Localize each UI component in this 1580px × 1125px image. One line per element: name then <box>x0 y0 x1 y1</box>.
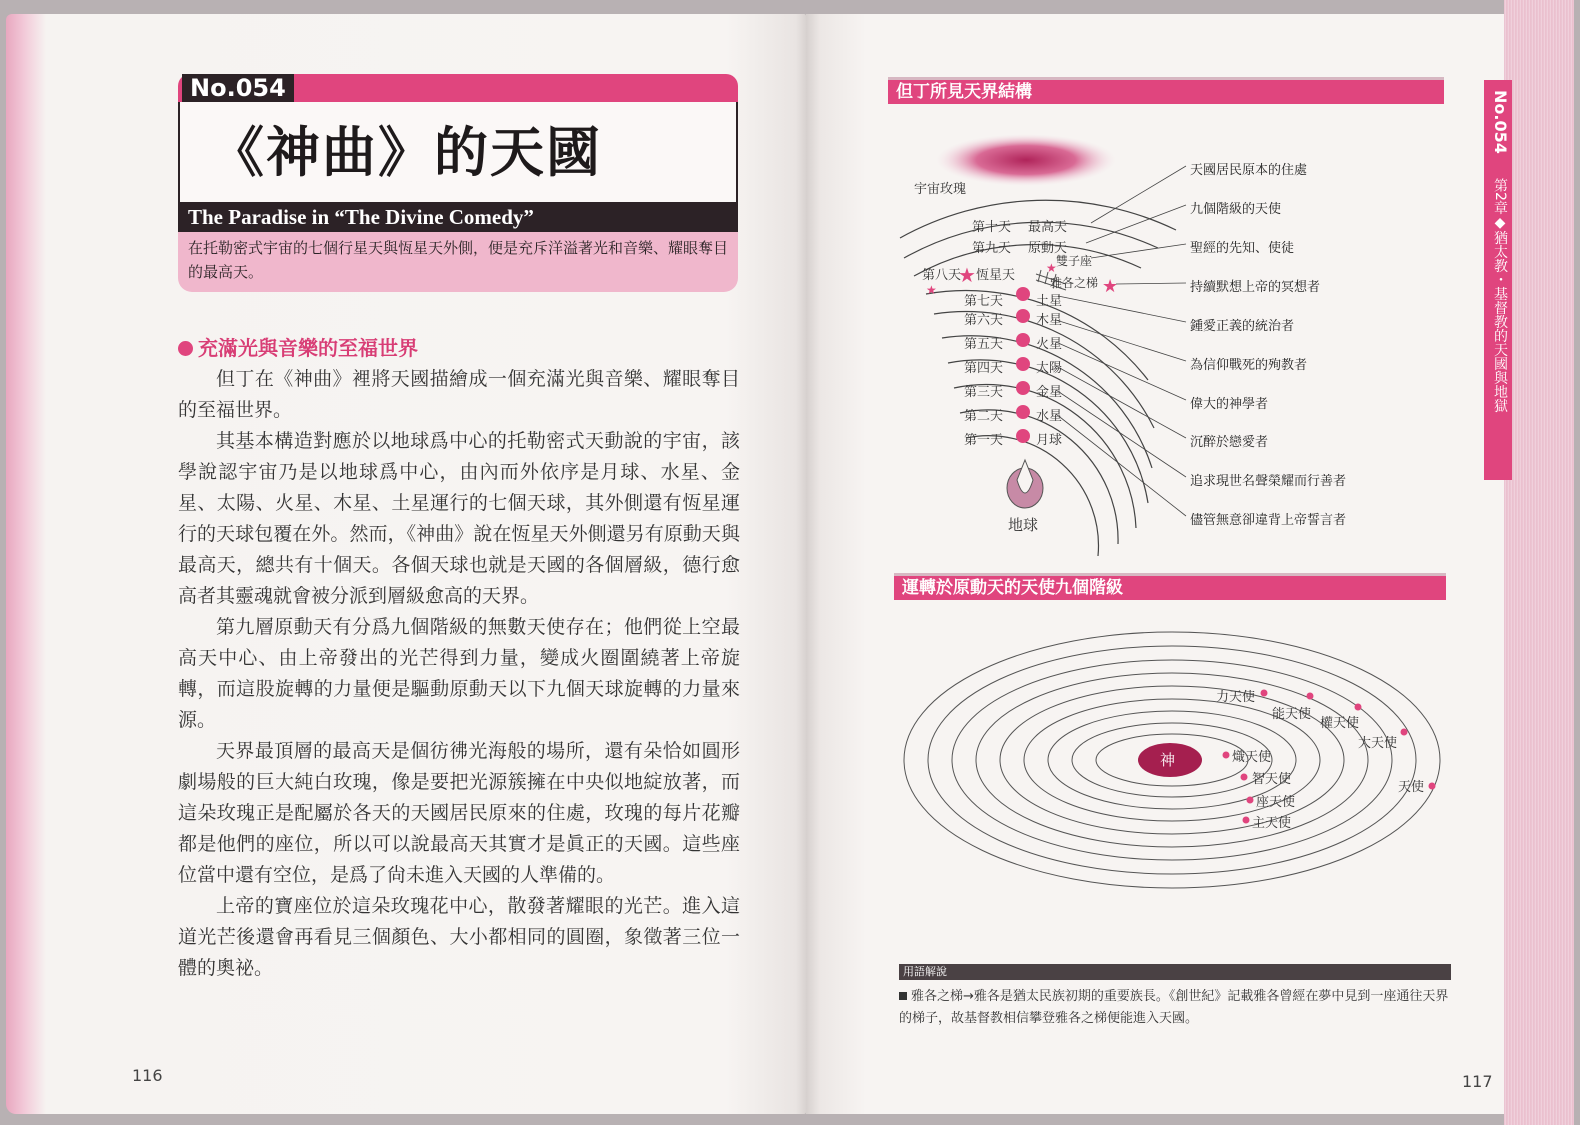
left-page <box>6 14 806 1114</box>
angel-label: 大天使 <box>1358 736 1398 751</box>
angel-hierarchy-diagram <box>902 620 1450 920</box>
body-text <box>178 364 740 984</box>
resident-label: 鍾愛正義的統治者 <box>1190 319 1295 334</box>
article-header <box>178 74 738 292</box>
side-chapter: 第2章◆猶太教・基督教的天國與地獄 <box>1492 178 1508 413</box>
resident-label: 沉醉於戀愛者 <box>1190 435 1269 450</box>
heaven-body: 水星 <box>1036 409 1063 424</box>
gemini-label: 雙子座 <box>1056 254 1093 268</box>
glossary-note: 雅各之梯→雅各是猶太民族初期的重要族長。《創世紀》記載雅各曾經在夢中見到一座通往天界的梯子，故基督教相信攀登雅各之梯便能進入天國。 <box>899 989 1449 1026</box>
heaven-name: 第三天 <box>964 385 1004 400</box>
number-badge: No.054 <box>182 74 294 102</box>
book-spread <box>6 0 1574 1125</box>
heaven-name: 第二天 <box>964 409 1004 424</box>
heaven-name: 第七天 <box>964 294 1004 309</box>
title-box <box>178 102 738 204</box>
heaven-body: 土星 <box>1036 294 1063 309</box>
glossary-heading: 用語解說 <box>903 965 947 978</box>
glossary-bar <box>899 964 1451 980</box>
paragraph: 第九層原動天有分爲九個階級的無數天使存在；他們從上空最高天中心、由上帝發出的光芒得到力量，變成火圈圍繞著上帝旋轉，而這股旋轉的力量便是驅動原動天以下九個天球旋轉的力量來源。 <box>178 616 740 731</box>
paragraph: 天界最頂層的最高天是個彷彿光海般的場所，還有朵恰如圓形劇場般的巨大純白玫瑰，像是要把光源簇擁在中央似地綻放著，而這朵玫瑰正是配屬於各天的天國居民原來的住處，玫瑰的每片花瓣都是他們的座位，所以可以說最高天其實才是眞正的天國。這些座位當中還有空位，是爲了尙未進入天國的人準備的。 <box>178 740 740 886</box>
heaven-name: 第六天 <box>964 313 1004 328</box>
resident-label: 九個階級的天使 <box>1190 202 1282 217</box>
heaven-name: 第九天 <box>972 241 1012 256</box>
section-heading: 充滿光與音樂的至福世界 <box>178 332 418 361</box>
heaven-body: 恆星天 <box>976 268 1016 283</box>
leader-lines <box>1056 166 1186 516</box>
heaven-body: 木星 <box>1036 313 1063 328</box>
angel-label: 主天使 <box>1252 816 1292 831</box>
resident-label: 追求現世名聲榮耀而行善者 <box>1190 474 1347 489</box>
heaven-name: 第十天 <box>972 220 1012 235</box>
ladder-label: 雅各之梯 <box>1050 276 1099 290</box>
resident-label: 偉大的神學者 <box>1190 397 1269 412</box>
angel-label: 熾天使 <box>1232 750 1272 765</box>
paragraph: 上帝的寶座位於這朵玫瑰花中心，散發著耀眼的光芒。進入這道光芒後還會再看見三個顏色、大小都相同的圓圈，象徵著三位一體的奧祕。 <box>178 895 740 979</box>
page-edges <box>1504 0 1574 1125</box>
god-label: 神 <box>1160 751 1176 769</box>
angel-label: 力天使 <box>1216 690 1256 705</box>
rose-label: 宇宙玫瑰 <box>914 182 967 197</box>
square-bullet-icon <box>899 992 907 1000</box>
summary: 在托勒密式宇宙的七個行星天與恆星天外側，便是充斥洋溢著光和音樂、耀眼奪目的最高天。 <box>178 232 738 292</box>
svg-text:★: ★ <box>1102 276 1119 297</box>
page-title: 《神曲》的天國 <box>210 120 602 184</box>
heaven-body: 最高天 <box>1028 220 1068 235</box>
resident-label: 聖經的先知、使徒 <box>1190 241 1295 256</box>
svg-text:★: ★ <box>1046 261 1057 275</box>
bullet-dot-icon <box>178 341 193 356</box>
english-subtitle: The Paradise in “The Divine Comedy” <box>178 202 738 232</box>
resident-label: 儘管無意卻違背上帝誓言者 <box>1190 513 1347 528</box>
resident-label: 持續默想上帝的冥想者 <box>1190 280 1321 295</box>
heaven-body: 太陽 <box>1036 361 1063 376</box>
side-number: No.054 <box>1491 90 1510 154</box>
paragraph: 但丁在《神曲》裡將天國描繪成一個充滿光與音樂、耀眼奪目的至福世界。 <box>178 368 740 421</box>
angel-label: 智天使 <box>1252 772 1292 787</box>
heaven-body: 金星 <box>1036 385 1063 400</box>
diagram1-title: 但丁所見天界結構 <box>888 80 1444 104</box>
page-number-right: 117 <box>1462 1072 1493 1091</box>
svg-text:★: ★ <box>926 283 937 297</box>
heaven-body: 火星 <box>1036 337 1063 352</box>
earth-label: 地球 <box>1008 516 1039 534</box>
angel-label: 天使 <box>1398 780 1425 795</box>
heaven-name: 第一天 <box>964 433 1004 448</box>
svg-text:★: ★ <box>958 263 976 287</box>
angel-label: 座天使 <box>1256 795 1296 810</box>
heaven-name: 第五天 <box>964 337 1004 352</box>
paragraph: 其基本構造對應於以地球爲中心的托勒密式天動說的宇宙，該學說認宇宙乃是以地球爲中心，由內而外依序是月球、水星、金星、太陽、火星、木星、土星運行的七個天球，其外側還有恆星運行的天球包覆在外。然而，《神曲》說在恆星天外側還另有原動天與最高天，總共有十個天。各個天球也就是天國的各個層級，德行愈高者其靈魂就會被分派到層級愈高的天界。 <box>178 430 740 607</box>
heaven-body: 原動天 <box>1028 241 1068 256</box>
angel-label: 權天使 <box>1320 716 1360 731</box>
heaven-name: 第八天 <box>922 268 962 283</box>
resident-label: 天國居民原本的住處 <box>1190 163 1308 178</box>
heaven-body: 月球 <box>1036 433 1063 448</box>
angel-label: 能天使 <box>1272 707 1312 722</box>
page-number-left: 116 <box>132 1066 163 1085</box>
planet-dots <box>1016 287 1030 443</box>
resident-label: 為信仰戰死的殉教者 <box>1190 358 1308 373</box>
heaven-name: 第四天 <box>964 361 1004 376</box>
earth-icon <box>1007 460 1043 508</box>
diagram2-title: 運轉於原動天的天使九個階級 <box>894 576 1446 600</box>
